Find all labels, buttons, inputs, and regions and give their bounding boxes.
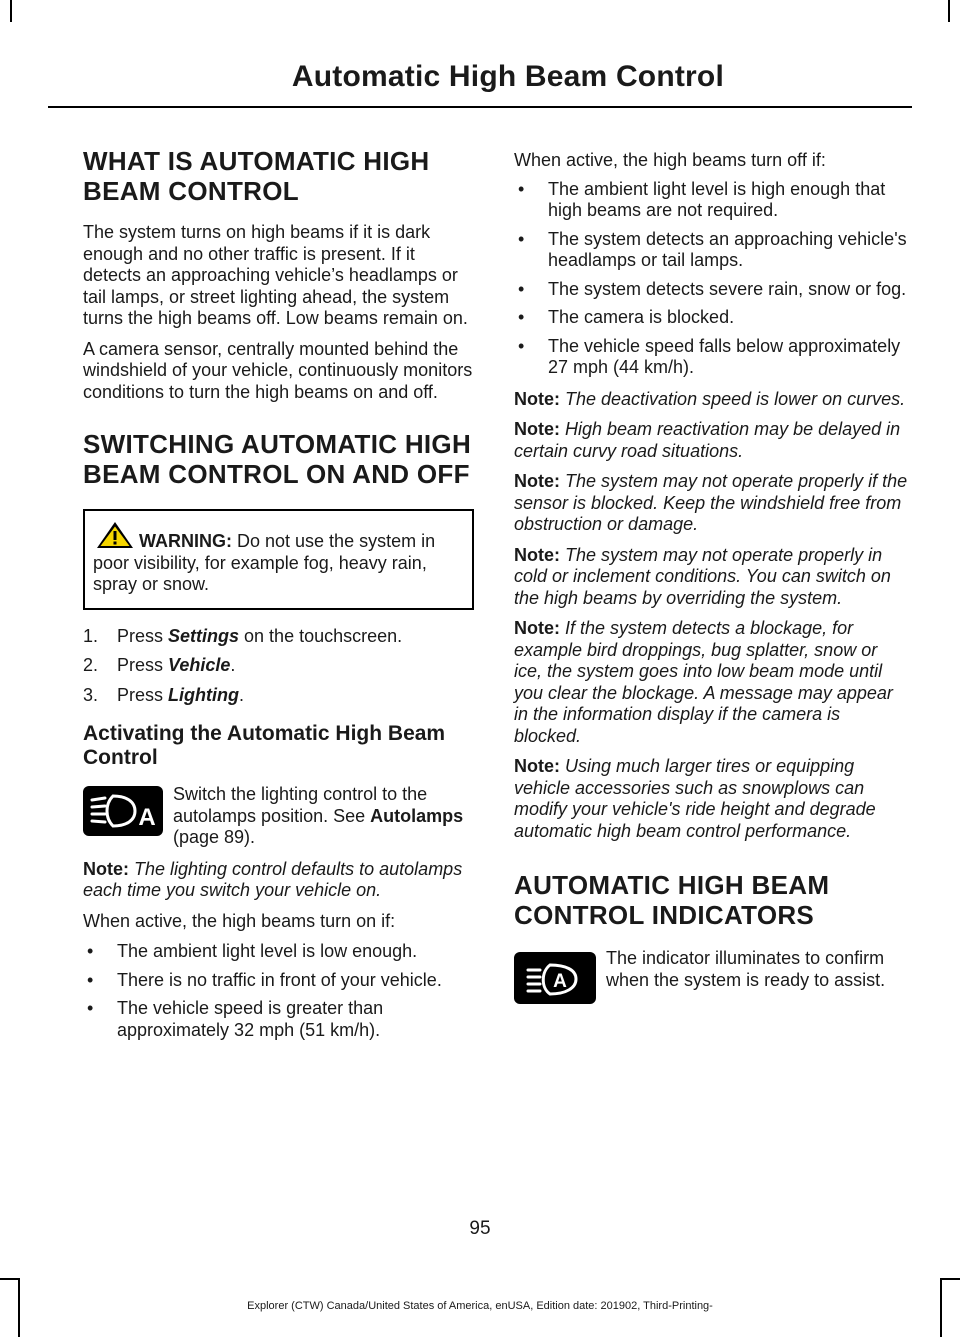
note-cold-conditions: Note: The system may not operate properly in cold or inclement conditions. You can switch on the high beams by overriding the system.: [514, 544, 891, 608]
section-title-indicators: AUTOMATIC HIGH BEAM CONTROL INDICATORS: [514, 870, 830, 930]
note-sensor-blocked: Note: The system may not operate properly if the sensor is blocked. Keep the windshield free from obstruction or damage.: [514, 471, 908, 534]
right-column: [514, 150, 908, 1014]
switch-lighting-text: Switch the lighting control to the autolamps position. See Autolamps (page 89).: [173, 784, 464, 847]
note-reactivation-delay: Note: High beam reactivation may be delayed in certain curvy road situations.: [514, 419, 901, 461]
list-item: • The system detects an approaching vehicle's headlamps or tail lamps.: [518, 228, 907, 270]
page-number: 95: [469, 1218, 491, 1239]
crop-mark-top-left: [10, 0, 12, 22]
turn-on-intro: When active, the high beams turn on if:: [83, 910, 396, 931]
note-lighting-defaults: Note: The lighting control defaults to autolamps each time you switch your vehicle on.: [83, 858, 463, 900]
section-title-what-is: WHAT IS AUTOMATIC HIGH BEAM CONTROL: [83, 146, 430, 206]
list-item: • The ambient light level is low enough.: [87, 941, 418, 961]
crop-mark-bottom-right: [940, 1278, 960, 1280]
crop-mark-top-right: [948, 0, 950, 22]
warning-box: [83, 509, 474, 610]
warning-text: Do not use the system in poor visibility, for example fog, heavy rain, spray or snow.: [93, 531, 436, 594]
lighting-control-row: [83, 784, 474, 849]
list-item: • The camera is blocked.: [518, 307, 735, 327]
step-item: 3. Press Lighting.: [83, 684, 245, 705]
steps-list: [83, 626, 474, 707]
note-blockage: Note: If the system detects a blockage, for example bird droppings, bug splatter, snow or ice, the system goes into low beam mode until you clear the blockage. A message may appear in the information display if the camera is blocked.: [514, 618, 893, 746]
crop-mark-bottom-left: [0, 1278, 20, 1280]
autolamps-link[interactable]: Autolamps: [370, 805, 464, 826]
page-footer: Explorer (CTW) Canada/United States of America, enUSA, Edition date: 201902, Third-Printing-: [247, 1300, 713, 1312]
turn-off-intro: When active, the high beams turn off if:: [514, 150, 826, 170]
auto-high-beam-control-icon: [83, 786, 163, 836]
list-item: • The vehicle speed is greater than approximately 32 mph (51 km/h).: [87, 998, 384, 1040]
list-item: • The system detects severe rain, snow or fog.: [518, 278, 907, 299]
svg-text:A: A: [553, 971, 567, 992]
paragraph-camera-sensor: A camera sensor, centrally mounted behind the windshield of your vehicle, continuously monitors conditions to turn the high beams on and off.: [83, 338, 473, 402]
page-header-title: Automatic High Beam Control: [291, 60, 724, 93]
subhead-activating: Activating the Automatic High Beam Control: [83, 722, 446, 769]
auto-high-beam-indicator-icon: [514, 952, 596, 1004]
turn-off-list: [514, 179, 908, 379]
left-column: [83, 146, 474, 1051]
list-item: • The ambient light level is high enough that high beams are not required.: [518, 178, 886, 220]
turn-on-list: [83, 941, 474, 1041]
note-deactivation-speed: Note: The deactivation speed is lower on curves.: [514, 388, 906, 409]
note-larger-tires: Note: Using much larger tires or equipping vehicle accessories such as snowplows can modify your vehicle's ride height and degrade automatic high beam control performance.: [514, 756, 876, 841]
step-item: 1. Press Settings on the touchscreen.: [83, 625, 403, 646]
list-item: • The vehicle speed falls below approximately 27 mph (44 km/h).: [518, 335, 901, 377]
step-item: 2. Press Vehicle.: [83, 655, 236, 675]
warning-triangle-icon: [95, 521, 135, 549]
section-title-switching: SWITCHING AUTOMATIC HIGH BEAM CONTROL ON AND OFF: [83, 429, 472, 489]
list-item: • There is no traffic in front of your vehicle.: [87, 969, 442, 990]
header-rule: [48, 106, 912, 108]
paragraph-system-description: The system turns on high beams if it is dark enough and no other traffic is present. If it detects an approaching vehicle’s headlamps or tail lamps, or street lighting ahead, the system turns the high beams off. Low beams remain on.: [83, 222, 468, 328]
svg-text:A: A: [138, 804, 156, 831]
indicator-text: The indicator illuminates to confirm when the system is ready to assist.: [606, 948, 886, 990]
indicator-row: [514, 950, 908, 1004]
warning-label: WARNING:: [139, 531, 232, 551]
